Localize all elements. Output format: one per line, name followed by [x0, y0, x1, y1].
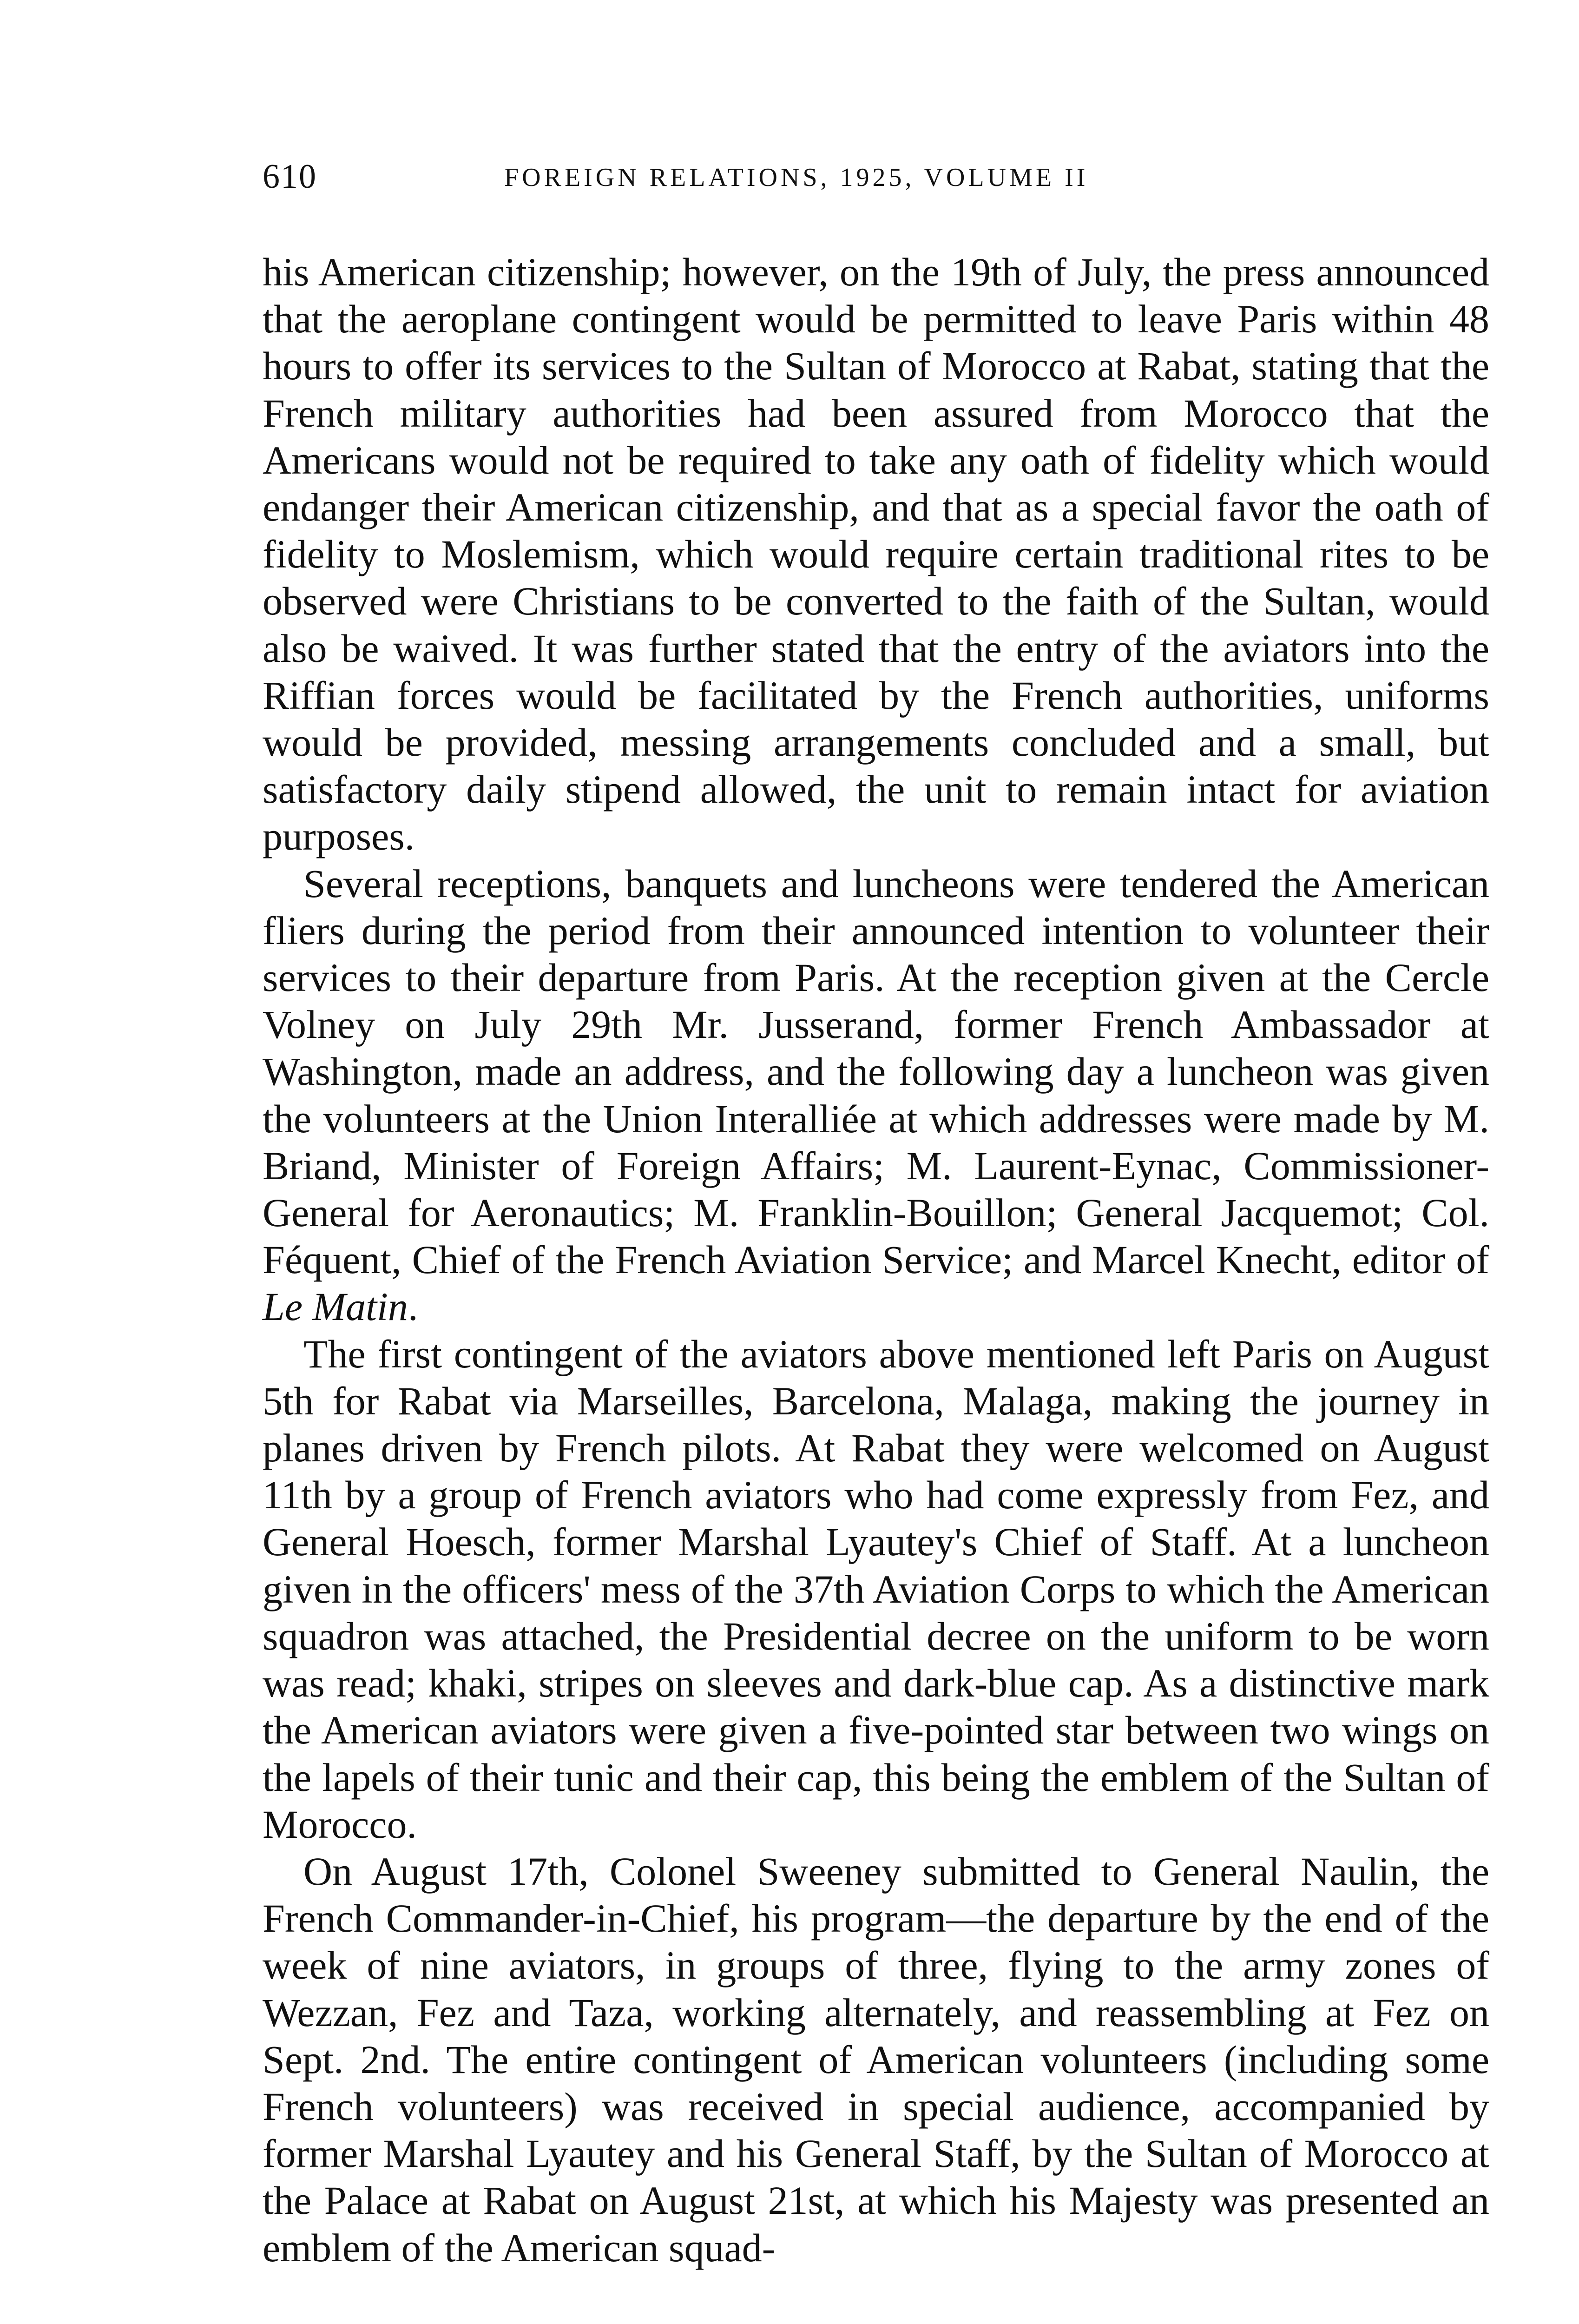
paragraph-receptions-end: .: [408, 1284, 418, 1329]
newspaper-title: Le Matin: [263, 1284, 408, 1329]
page-header: [263, 153, 1489, 209]
body-text: [263, 249, 1489, 2271]
paragraph-first-contingent: The first contingent of the aviators above mentioned left Paris on August 5th for Rabat via Marseilles, Barcelona, Malaga, making the journey in planes driven by French pilots. At Rabat they were welcomed on August 11th by a group of French aviators who had come expressly from Fez, and General Hoesch, former Marshal Lyautey's Chief of Staff. At a luncheon given in the officers' mess of the 37th Aviation Corps to which the American squadron was attached, the Presidential decree on the uniform to be worn was read; khaki, stripes on sleeves and dark-blue cap. As a distinctive mark the American aviators were given a five-pointed star between two wings on the lapels of their tunic and their cap, this being the emblem of the Sultan of Morocco.: [263, 1331, 1489, 1847]
document-page: [263, 153, 1489, 2270]
running-head: FOREIGN RELATIONS, 1925, VOLUME II: [504, 163, 1089, 192]
paragraph-receptions: [263, 860, 1489, 1331]
paragraph-continued: his American citizenship; however, on the 19th of July, the press announced that the aeroplane contingent would be permitted to leave Paris within 48 hours to offer its services to the Sultan of Morocco at Rabat, stating that the French military authorities had been assured from Morocco that the Americans would not be required to take any oath of fidelity which would endanger their American citizenship, and that as a special favor the oath of fidelity to Moslemism, which would require certain traditional rites to be observed were Christians to be converted to the faith of the Sultan, would also be waived. It was further stated that the entry of the aviators into the Riffian forces would be facilitated by the French authorities, uniforms would be provided, messing arrangements concluded and a small, but satisfactory daily stipend allowed, the unit to remain intact for aviation purposes.: [263, 250, 1489, 859]
paragraph-receptions-text: Several receptions, banquets and luncheons were tendered the American fliers during the period from their announced intention to volunteer their services to their departure from Paris. At the reception given at the Cercle Volney on July 29th Mr. Jusserand, former French Ambassador at Washington, made an address, and the following day a luncheon was given the volunteers at the Union Interalliée at which addresses were made by M. Briand, Minister of Foreign Affairs; M. Laurent-Eynac, Commissioner-General for Aeronautics; M. Franklin-Bouillon; General Jacquemot; Col. Féquent, Chief of the French Aviation Service; and Marcel Knecht, editor of: [263, 861, 1489, 1282]
page-number: 610: [263, 158, 317, 196]
paragraph-august-17: On August 17th, Colonel Sweeney submitted to General Naulin, the French Commander-in-Chief, his program—the departure by the end of the week of nine aviators, in groups of three, flying to the army zones of Wezzan, Fez and Taza, working alternately, and reassembling at Fez on Sept. 2nd. The entire contingent of American volunteers (including some French volunteers) was received in special audience, accompanied by former Marshal Lyautey and his General Staff, by the Sultan of Morocco at the Palace at Rabat on August 21st, at which his Majesty was presented an emblem of the American squad-: [263, 1849, 1489, 2270]
